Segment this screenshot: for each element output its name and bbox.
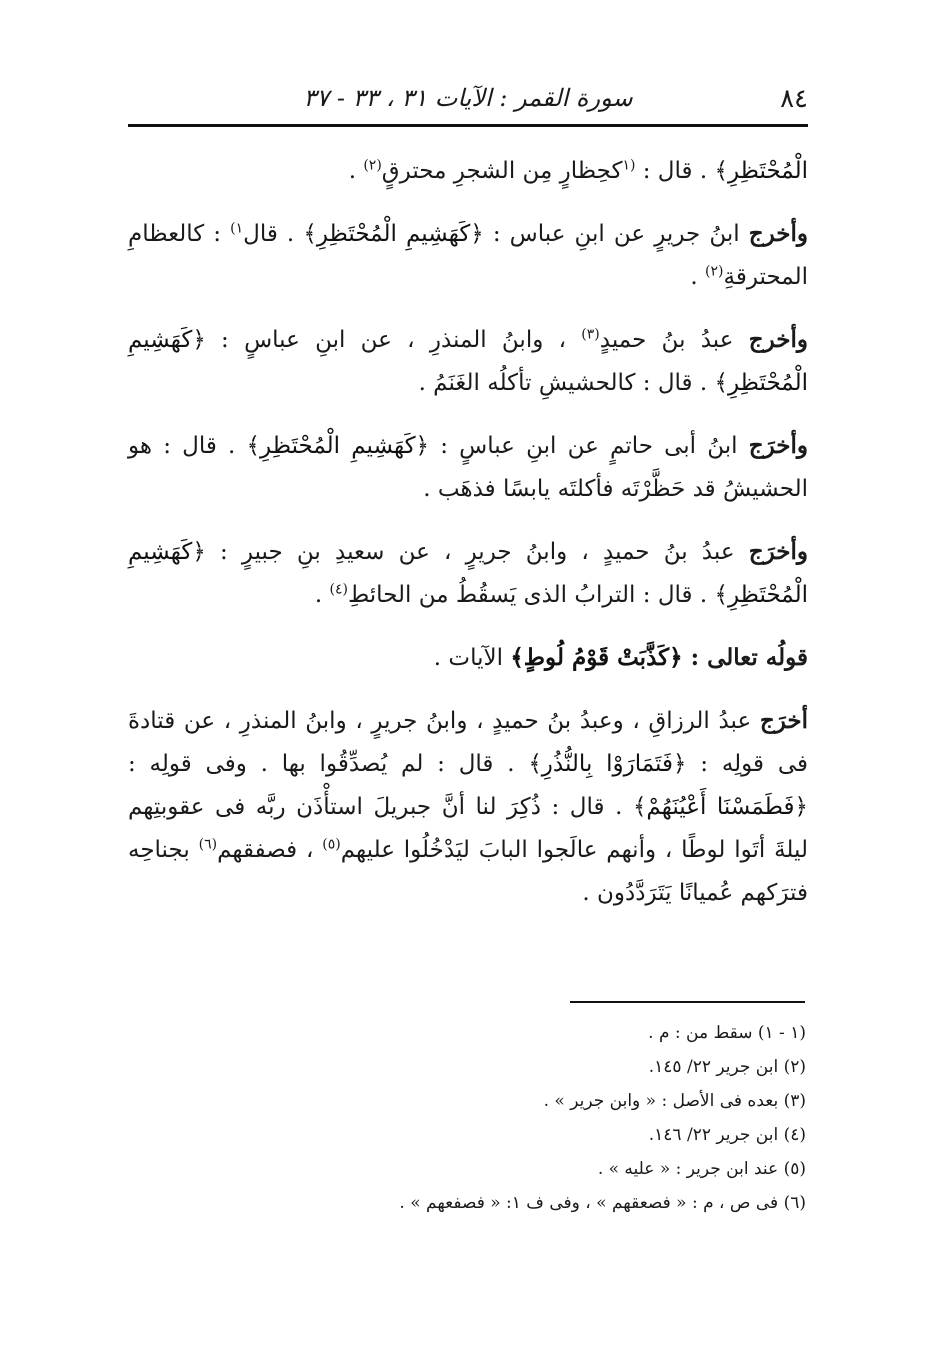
lead-word: وأخرَج (748, 432, 809, 459)
quran-quote: ﴿كَهَشِيمِ الْمُحْتَظِرِ﴾ (246, 433, 430, 459)
text: . قال : (635, 158, 715, 184)
quran-quote: ﴿كَهَشِيمِ الْمُحْتَظِرِ﴾ (303, 221, 484, 247)
text: ، فصفقهم (217, 837, 323, 863)
paragraph-2 (128, 212, 808, 299)
footnote-5: (٥) عند ابن جرير : « عليه » . (597, 1159, 806, 1179)
footnote-2: (٢) ابن جرير ٢٢/ ١٤٥. (648, 1057, 806, 1077)
footnote-3: (٣) بعده فى الأصل : « وابن جرير » . (543, 1091, 806, 1111)
text: ابنُ أبى حاتمٍ عن ابنِ عباسٍ : (429, 433, 749, 459)
quran-quote: ﴿كَهَشِيمِ الْمُحْتَظِرِ﴾ (128, 327, 808, 396)
footnote-ref: ١) (230, 220, 244, 237)
text: عبدُ بنُ حميدٍ ، وابنُ جريرٍ ، عن سعيدِ بنِ جبيرٍ : (205, 539, 749, 565)
text: . قال : ذُكِرَ لنا أنَّ جبريلَ استأْذَن ربَّه فى عقوبتِهم ليلةَ أتَوا لوطًا ، وأنهم عالَجوا البابَ ليَدْخُلُوا عليهم (128, 794, 808, 863)
quran-quote: ﴿كَذَّبَتْ قَوْمُ لُوطٍ﴾ (510, 644, 683, 671)
paragraph-5 (128, 530, 808, 617)
footnote-ref: (٤) (329, 581, 348, 598)
footnote-ref: (٣) (581, 326, 600, 343)
text: : كالعظامِ المحترقةِ (128, 221, 808, 290)
quran-quote: ﴿فَطَمَسْنَا أَعْيُنَهُمْ﴾ (632, 794, 808, 820)
text: . قال : الترابُ الذى يَسقُطُ من الحائطِ (347, 582, 715, 608)
text: كحِظارٍ مِن الشجرِ محترقٍ (381, 158, 623, 184)
footnote-1: (١ - ١) سقط من : م . (648, 1023, 806, 1043)
text: . (314, 582, 330, 608)
running-head: سورة القمر : الآيات ٣١ ، ٣٣ - ٣٧ (303, 84, 633, 112)
paragraph-7 (128, 699, 808, 915)
footnote-rule (570, 1001, 805, 1003)
header-rule (128, 124, 808, 127)
paragraph-3 (128, 318, 808, 405)
lead-word: وأخرَج (748, 538, 808, 565)
text: عبدُ بنُ حميدٍ (599, 327, 749, 353)
text: عبدُ الرزاقِ ، وعبدُ بنُ حميدٍ ، وابنُ جريرٍ ، وابنُ المنذرِ ، عن قتادةَ فى قولِه : (128, 708, 808, 777)
footnote-ref: (٦) (198, 836, 218, 853)
footnote-ref: (٢) (363, 157, 382, 174)
text: الآيات . (433, 645, 511, 671)
text: . قال : هو الحشيشُ قد حَظَّرْتَه فأكلتَه يابسًا فذهَب . (128, 433, 808, 502)
footnote-ref: (٢) (705, 263, 724, 280)
text: ابنُ جريرٍ عن ابنِ عباس : (483, 221, 749, 247)
text: . (690, 264, 706, 290)
lead-word: وأخرج (748, 326, 809, 353)
footnotes (128, 1016, 806, 1220)
quran-quote: الْمُحْتَظِرِ﴾ (714, 158, 808, 184)
footnote-ref: (١ (622, 157, 636, 174)
text: . قال : كالحشيشِ تأكلُه الغَنَمُ . (418, 370, 715, 396)
lead-word: أخرَج (759, 707, 808, 734)
lead-word: وأخرج (748, 220, 808, 247)
page-header (128, 78, 808, 120)
text: بجناحِه فترَكهم عُميانًا يَتَرَدَّدُون . (128, 837, 808, 906)
section-heading: قولُه تعالى : (682, 644, 808, 671)
text: . قال (243, 221, 304, 247)
paragraph-4 (128, 424, 808, 511)
paragraph-6 (128, 636, 808, 680)
footnote-4: (٤) ابن جرير ٢٢/ ١٤٦. (648, 1125, 806, 1145)
text: ، وابنُ المنذرِ ، عن ابنِ عباسٍ : (205, 327, 582, 353)
paragraph-1 (128, 150, 808, 193)
page-number: ٨٤ (780, 84, 808, 114)
quran-quote: ﴿كَهَشِيمِ الْمُحْتَظِرِ﴾ (128, 539, 808, 608)
main-text (128, 150, 808, 934)
footnote-ref: (٥) (322, 836, 341, 853)
footnote-6: (٦) فى ص ، م : « فصعقهم » ، وفى ف ١: « فصفعهم » . (399, 1193, 806, 1213)
quran-quote: ﴿فَتَمَارَوْا بِالنُّذُرِ﴾ (528, 751, 687, 777)
text: . قال : لم يُصدِّقُوا بها . وفى قولِه : (128, 751, 529, 777)
text: . (348, 158, 364, 184)
